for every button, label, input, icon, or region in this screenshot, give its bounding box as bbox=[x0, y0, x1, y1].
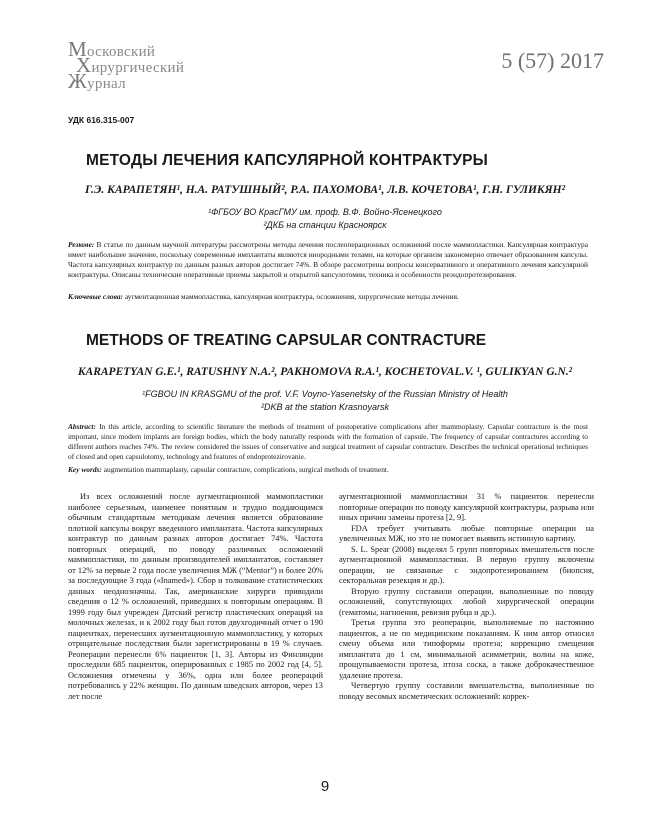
paragraph: FDA требует учитывать любые повторные операции на увеличенных МЖ, но это не помогает выявить истинную картину. bbox=[339, 523, 594, 543]
paragraph: Третья группа это реоперации, выполняемые по настоянию пациенток, а не по медицинским показаниям. К ним автор относил смену объема или типоформы протеза; коррекцию смещения имплантата до 1 см, минимальной асимметрии, волны на коже, прощупываемости протеза, птоза соска, а также доброкачественное удаление протеза. bbox=[339, 618, 594, 680]
udk-code: УДК 616.315-007 bbox=[68, 115, 135, 125]
affiliation-en-1: ¹FGBOU IN KRASGMU of the prof. V.F. Voyno-Yasenetsky of the Russian Ministry of Health bbox=[142, 389, 508, 399]
authors-ru: Г.Э. КАРАПЕТЯН¹, Н.А. РАТУШНЫЙ², Р.А. ПАХОМОВА¹, Л.В. КОЧЕТОВА¹, Г.Н. ГУЛИКЯН² bbox=[84, 184, 566, 196]
abstract-en bbox=[68, 422, 588, 462]
keywords-en-text: augmentation mammaplasty, capsular contracture, complications, surgical methods of treatment. bbox=[101, 465, 389, 474]
keywords-ru-label: Ключевые слова: bbox=[68, 292, 123, 301]
keywords-ru-text: аугментационная маммопластика, капсулярная контрактура, осложнения, хирургические методы лечения. bbox=[123, 292, 459, 301]
affiliation-ru-2: ²ДКБ на станции Красноярск bbox=[263, 220, 387, 230]
logo-line-2: Хирургический bbox=[76, 53, 185, 77]
keywords-en-label: Key words: bbox=[68, 465, 102, 474]
page-number: 9 bbox=[320, 778, 330, 795]
title-ru: МЕТОДЫ ЛЕЧЕНИЯ КАПСУЛЯРНОЙ КОНТРАКТУРЫ bbox=[86, 152, 489, 169]
title-en: METHODS OF TREATING CAPSULAR CONTRACTURE bbox=[86, 332, 487, 349]
paragraph: S. L. Spear (2008) выделял 5 групп повторных вмешательств после аугментационной маммопластики. В первую группу включены операции, не связанные с эндопротезированием (биопсия, секторальная резекция и др.). bbox=[339, 544, 594, 585]
keywords-en bbox=[68, 465, 588, 475]
abstract-ru-label: Резюме: bbox=[68, 240, 95, 249]
journal-logo bbox=[68, 37, 208, 93]
abstract-en-label: Abstract: bbox=[68, 422, 96, 431]
body-column-right bbox=[339, 492, 594, 702]
affiliation-en-2: ²DKB at the station Krasnoyarsk bbox=[260, 402, 390, 412]
affiliation-ru-1: ¹ФГБОУ ВО КрасГМУ им. проф. В.Ф. Войно-Ясенецкого bbox=[208, 207, 442, 217]
keywords-ru bbox=[68, 292, 588, 302]
paragraph: Четвертую группу составили вмешательства, выполненные по поводу весомых косметических осложнений: коррек- bbox=[339, 681, 594, 701]
abstract-ru bbox=[68, 240, 588, 280]
paragraph: Из всех осложнений после аугментационной маммопластики наиболее серьезным, наименее понятным и трудно поддающимся обычным стандартным методикам лечения является образование плотной капсулы вокруг введенного имплантата. Частота капсулярных контрактур по данным разных авторов достигает 74%. Частота повторных операций, по поводу различных осложнений маммопластики, по данным производителей имплантатов, составляет от 12% за первые 2 года после увеличения МЖ (“Mentor”) и более 20% за последующие 3 года («Inamed»). Сбор и толкование статистических данных неоднозначны. Так, американские хирурги приводили сведения о 12 % осложнений, приведших к повторным операциям. В 1999 году был учрежден Датский регистр пластических операций на молочных железах, и к 2002 году был готов двухгодичный отчет о 190 пациентках, перенесших аугментационную маммопластику, у которых отрицательные последствия были зарегистрированы в 19 % случаев. Реоперации перенесли 6% пациенток [1, 3]. Авторы из Финляндии проследили 685 пациенток, оперированных с 1985 по 2002 год [4, 5]. Осложнения отмечены у 36%, одна или более реопераций потребовались у 22% женщин. По данным шведских авторов, через 13 лет после bbox=[68, 492, 323, 701]
issue-number: 5 (57) 2017 bbox=[501, 48, 604, 73]
abstract-ru-text: В статье по данным научной литературы рассмотрены методы лечения послеоперационных осложнений после маммопластики. Капсулярная контрактура имеет наибольшее значение, поскольку современные имплантаты являются инородными телами, на которые организм закономерно отвечает образованием капсулы. Частота капсулярных контрактур по данным разных авторов достигает 74%. В обзоре рассмотрены вопросы консервативного и оперативного лечения капсулярной контрактуры. Описаны технические оперативные приемы закрытой и открытой капсулотомии, техника и особенности реэндопротезирования. bbox=[68, 240, 588, 279]
paragraph: аугментационной маммопластики 31 % пациенток перенесли повторные операции по поводу капсулярной контрактуры, разрыва или иных причин замены протеза [2, 9]. bbox=[339, 492, 594, 522]
authors-en: KARAPETYAN G.E.¹, RATUSHNY N.A.², PAKHOMOVA R.A.¹, KOCHETOVAL.V. ¹, GULIKYAN G.N.² bbox=[77, 366, 573, 378]
body-column-left bbox=[68, 492, 323, 702]
paragraph: Вторую группу составили операции, выполненные по поводу осложнений, сопутствующих любой хирургической операции (гематомы, нагноения, ревизия рубца и др.). bbox=[339, 586, 594, 617]
abstract-en-text: In this article, according to scientific literature the methods of treatment of postoperative complications after mammoplasty. Capsular contracture is the most important, since modern implants are foreign bodies, which the body naturally responds with the formation of capsule. The frequency of capsular contractures according to different authors reaches 74%. The review considered the issues of conservative and surgical treatment of capsular contracture. Describes the technical operational techniques of closed and open capsulotomy, technology and features of endoprotezirovanie. bbox=[68, 422, 588, 461]
logo-line-3: Журнал bbox=[68, 69, 126, 93]
logo-line-1: Московский bbox=[68, 37, 156, 61]
